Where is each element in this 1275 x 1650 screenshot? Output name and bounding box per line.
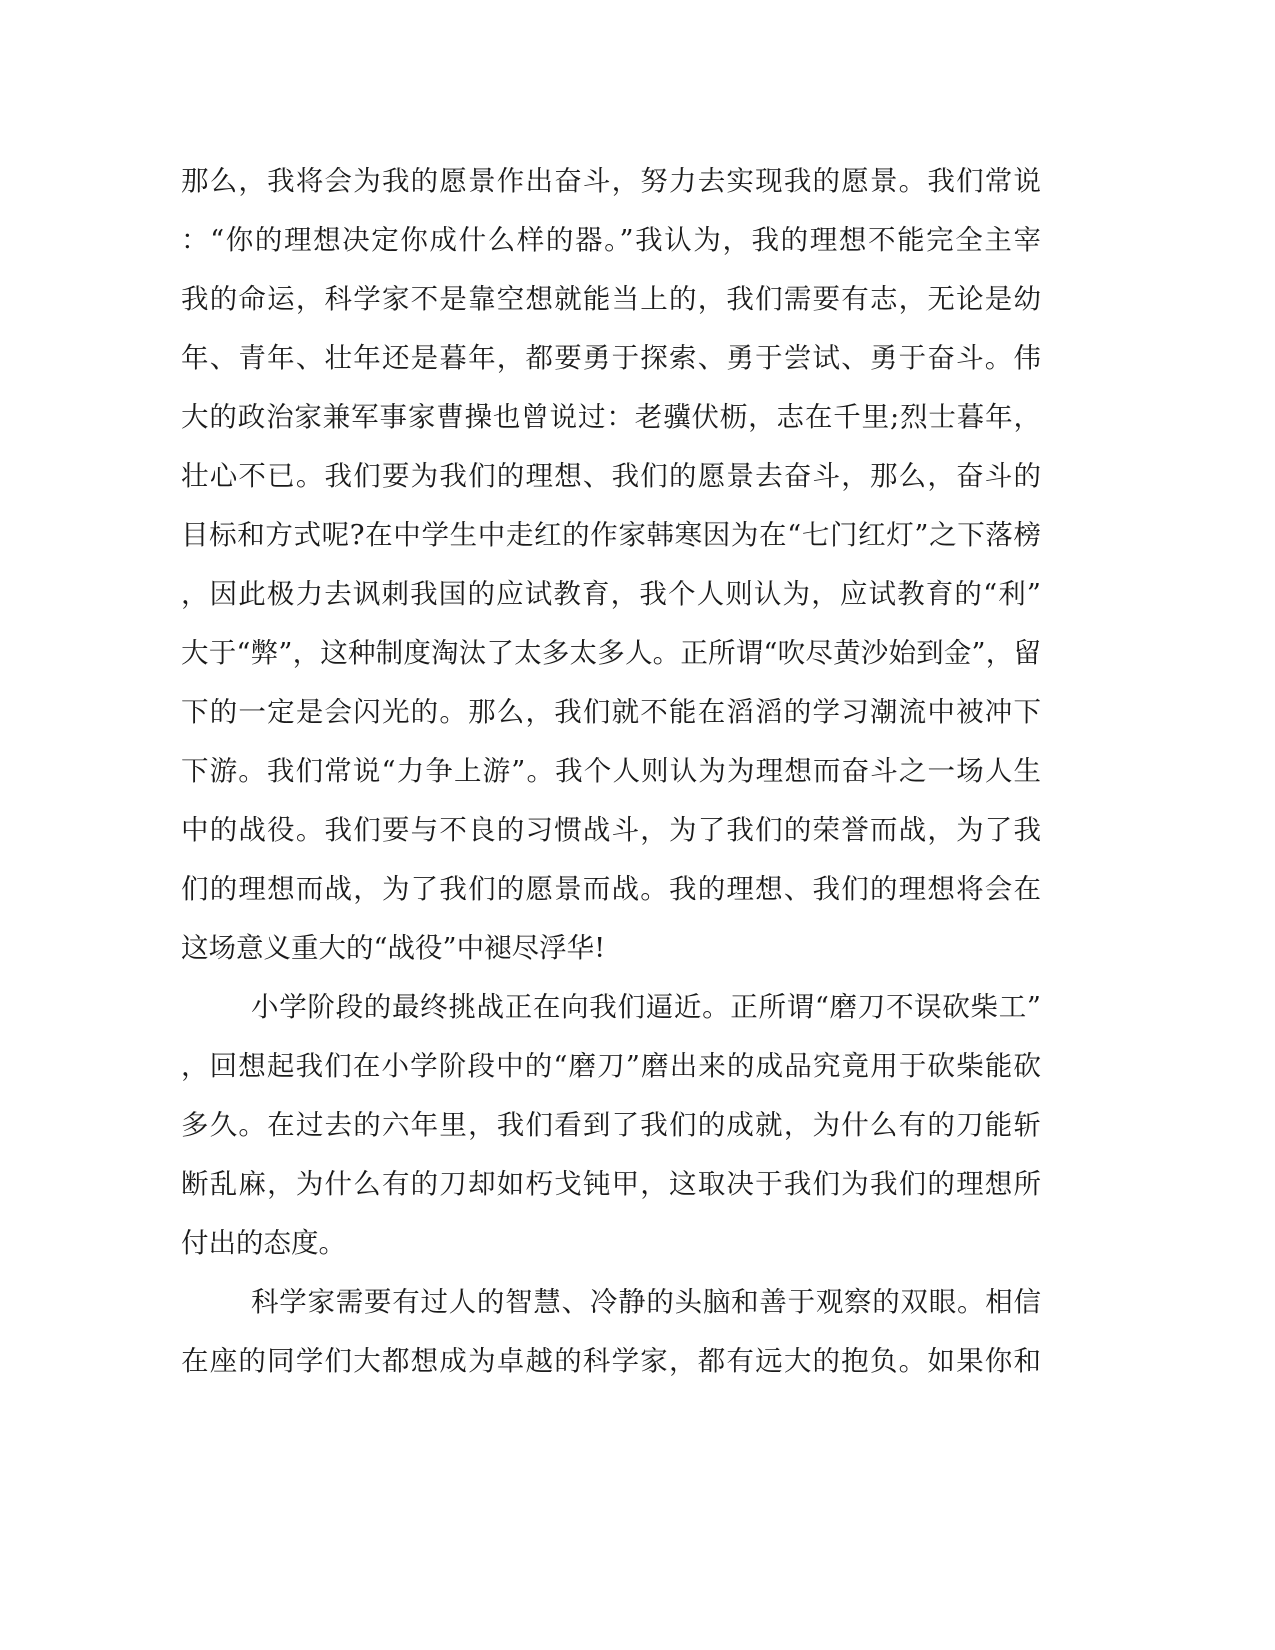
text-line: 那么，我将会为我的愿景作出奋斗，努力去实现我的愿景。我们常说 [181,165,1041,197]
text-line: 这场意义重大的“战役”中褪尽浮华! [181,932,606,964]
text-line: 下游。我们常说“力争上游”。我个人则认为为理想而奋斗之一场人生 [181,755,1041,787]
text-line: 断乱麻，为什么有的刀却如朽戈钝甲，这取决于我们为我们的理想所 [181,1168,1041,1200]
text-line: ：“你的理想决定你成什么样的器。”我认为，我的理想不能完全主宰 [181,224,1041,256]
text-line: 中的战役。我们要与不良的习惯战斗，为了我们的荣誉而战，为了我 [181,814,1041,846]
text-line: 壮心不已。我们要为我们的理想、我们的愿景去奋斗，那么，奋斗的 [181,460,1041,492]
text-line: 大于“弊”，这种制度淘汰了太多太多人。正所谓“吹尽黄沙始到金”，留 [181,637,1041,669]
text-line: 我的命运，科学家不是靠空想就能当上的，我们需要有志，无论是幼 [181,283,1041,315]
text-line: 多久。在过去的六年里，我们看到了我们的成就，为什么有的刀能斩 [181,1109,1041,1141]
text-line: 们的理想而战，为了我们的愿景而战。我的理想、我们的理想将会在 [181,873,1041,905]
text-line: 小学阶段的最终挑战正在向我们逼近。正所谓“磨刀不误砍柴工” [251,991,1041,1023]
text-line: 付出的态度。 [181,1227,346,1259]
essay-body [181,152,1041,1391]
text-line: 目标和方式呢?在中学生中走红的作家韩寒因为在“七门红灯”之下落榜 [181,519,1041,551]
text-line: 年、青年、壮年还是暮年，都要勇于探索、勇于尝试、勇于奋斗。伟 [181,342,1041,374]
text-line: 在座的同学们大都想成为卓越的科学家，都有远大的抱负。如果你和 [181,1345,1041,1377]
text-line: ，回想起我们在小学阶段中的“磨刀”磨出来的成品究竟用于砍柴能砍 [181,1050,1041,1082]
text-line: 下的一定是会闪光的。那么，我们就不能在滔滔的学习潮流中被冲下 [181,696,1041,728]
text-line: 大的政治家兼军事家曹操也曾说过：老骥伏枥，志在千里;烈士暮年， [181,401,1041,433]
text-line: 科学家需要有过人的智慧、冷静的头脑和善于观察的双眼。相信 [251,1286,1041,1318]
text-line: ，因此极力去讽刺我国的应试教育，我个人则认为，应试教育的“利” [181,578,1041,610]
